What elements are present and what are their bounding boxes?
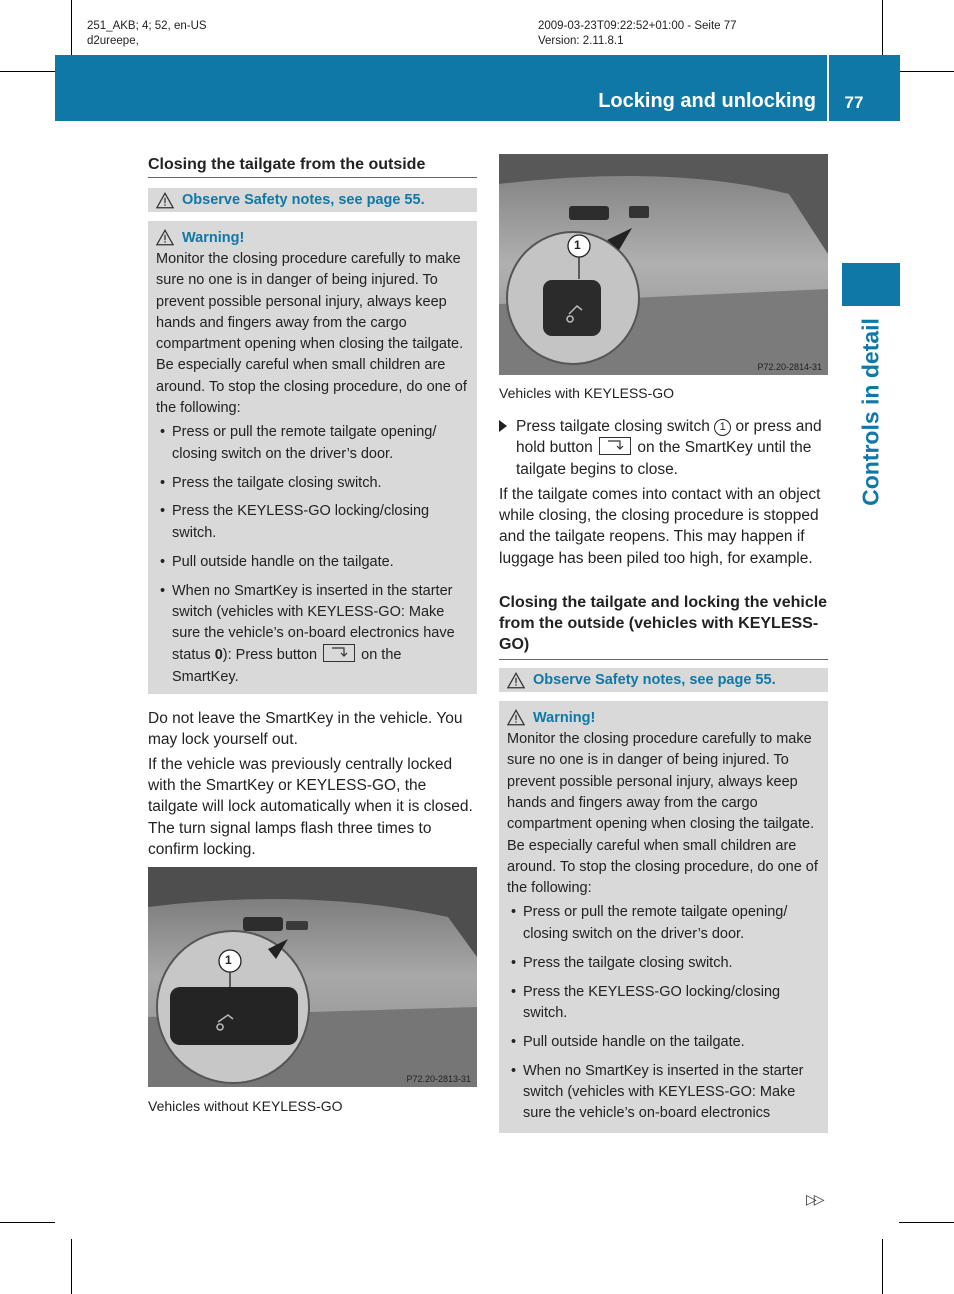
crop-mark xyxy=(71,0,72,55)
paragraph: If the tailgate comes into contact with an object while closing, the closing procedure is stopped and the tailgate reopens. This may happen if luggage has been piled too high, for example. xyxy=(499,485,821,567)
callout-number: 1 xyxy=(574,238,581,252)
tailgate-illustration xyxy=(148,867,477,1087)
list-item: • Press the KEYLESS-GO locking/closing switch. xyxy=(507,982,820,1025)
paragraph: If the vehicle was previously centrally locked with the SmartKey or KEYLESS-GO, the tailgate will lock automatically when it is closed. The turn signal lamps flash three times to confirm locking. xyxy=(148,755,473,858)
list-item: • When no SmartKey is inserted in the starter switch (vehicles with KEYLESS-GO: Make sure the vehicle’s on-board electronics have status 0): Press button on the SmartKey. xyxy=(156,581,469,688)
list-item: • When no SmartKey is inserted in the starter switch (vehicles with KEYLESS-GO: Make sure the vehicle’s on-board electronics xyxy=(507,1061,820,1125)
list-item: • Pull outside handle on the tailgate. xyxy=(507,1032,820,1053)
crop-mark xyxy=(71,1239,72,1294)
section-heading: Closing the tailgate and locking the vehicle from the outside (vehicles with KEYLESS-GO) xyxy=(499,594,828,654)
tailgate-switch-photo xyxy=(148,867,477,1087)
section-title: Locking and unlocking xyxy=(598,90,816,112)
warning-text: Monitor the closing procedure carefully to make sure no one is in danger of being injured. To prevent possible personal injury, always keep hands and fingers away from the cargo compartment opening when closing the tailgate. Be especially careful when small children are around. To stop the closing procedure, do one of the following: xyxy=(156,251,467,417)
image-caption: Vehicles without KEYLESS-GO xyxy=(148,1098,343,1114)
warning-triangle-icon xyxy=(507,672,525,689)
crop-mark xyxy=(882,0,883,55)
crop-mark xyxy=(0,71,55,72)
print-meta-right: 2009-03-23T09:22:52+01:00 - Seite 77 Version: 2.11.8.1 xyxy=(538,20,737,47)
warning-box xyxy=(148,221,477,694)
crop-mark xyxy=(899,1222,954,1223)
image-code: P72.20-2814-31 xyxy=(757,362,822,372)
warning-text: Monitor the closing procedure carefully to make sure no one is in danger of being injured. To prevent possible personal injury, always keep hands and fingers away from the cargo compartment opening when closing the tailgate. Be especially careful when small children are around. To stop the closing procedure, do one of the following: xyxy=(507,731,818,897)
list-item: • Pull outside handle on the tailgate. xyxy=(156,552,469,573)
tailgate-illustration xyxy=(499,154,828,375)
warning-triangle-icon xyxy=(156,229,174,246)
heading-rule xyxy=(148,177,477,178)
heading-rule xyxy=(499,659,828,660)
side-tab-block xyxy=(842,263,900,306)
paragraph: Do not leave the SmartKey in the vehicle. You may lock yourself out. xyxy=(148,710,463,749)
step-arrow-icon xyxy=(499,420,507,432)
safety-notes-text: Observe Safety notes, see page 55. xyxy=(533,672,776,689)
list-item: • Press or pull the remote tailgate opening/ closing switch on the driver’s door. xyxy=(507,902,820,945)
warning-bullet-list xyxy=(507,902,820,1124)
warning-title: Warning! xyxy=(156,229,469,246)
side-tab-label: Controls in detail xyxy=(857,318,884,506)
warning-triangle-icon xyxy=(156,192,174,209)
list-item: • Press the KEYLESS-GO locking/closing switch. xyxy=(156,501,469,544)
list-item: • Press or pull the remote tailgate opening/ closing switch on the driver’s door. xyxy=(156,422,469,465)
page-number: 77 xyxy=(844,93,864,112)
tailgate-switch-photo xyxy=(499,154,828,375)
warning-box xyxy=(499,701,828,1133)
safety-notes-banner xyxy=(148,188,477,212)
callout-number-icon: 1 xyxy=(714,419,731,436)
callout-number: 1 xyxy=(225,953,232,967)
section-heading: Closing the tailgate from the outside xyxy=(148,156,426,173)
safety-notes-banner xyxy=(499,668,828,692)
crop-mark xyxy=(899,71,954,72)
list-item: • Press the tailgate closing switch. xyxy=(507,953,820,974)
warning-triangle-icon xyxy=(507,709,525,726)
continue-arrows-icon: ▷▷ xyxy=(806,1191,822,1207)
crop-mark xyxy=(0,1222,55,1223)
safety-notes-text: Observe Safety notes, see page 55. xyxy=(182,192,425,208)
list-item: • Press the tailgate closing switch. xyxy=(156,473,469,494)
smartkey-close-button-icon xyxy=(323,644,355,662)
warning-bullet-list xyxy=(156,422,469,688)
image-caption: Vehicles with KEYLESS-GO xyxy=(499,385,675,401)
warning-title: Warning! xyxy=(507,709,820,726)
instruction-step: Press tailgate closing switch 1 or press and hold button on the SmartKey until the tailgate begins to close. xyxy=(499,416,830,480)
print-meta-left: 251_AKB; 4; 52, en-US d2ureepe, xyxy=(87,20,207,47)
right-column xyxy=(499,416,830,1133)
image-code: P72.20-2813-31 xyxy=(406,1074,471,1084)
crop-mark xyxy=(882,1239,883,1294)
left-column xyxy=(148,154,477,860)
smartkey-close-button-icon xyxy=(599,437,631,455)
